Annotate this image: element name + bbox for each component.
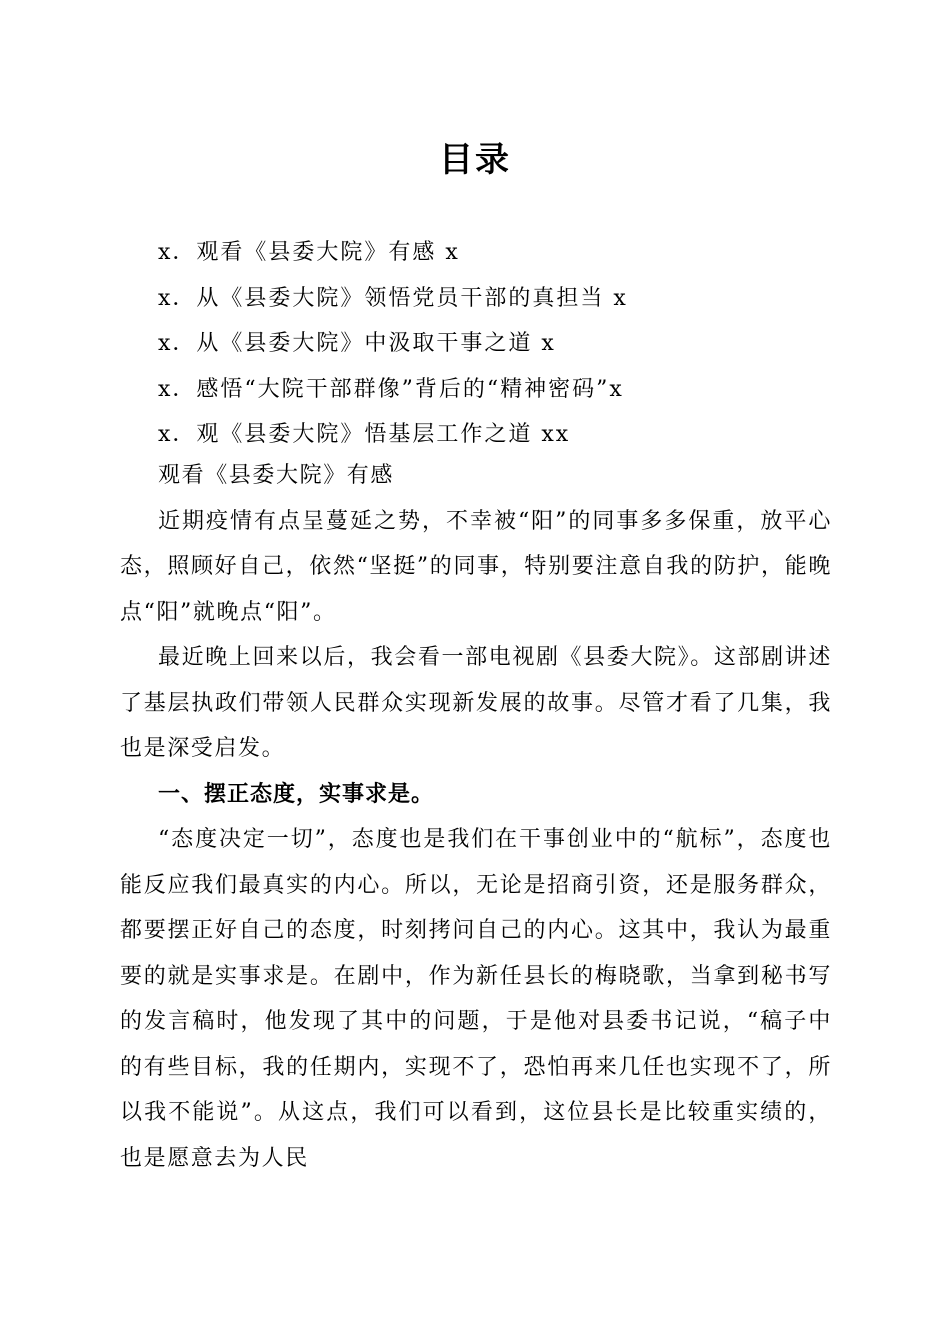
toc-item-3[interactable]: x．从《县委大院》中汲取干事之道 x xyxy=(158,331,556,356)
section-heading: 一、摆正态度，实事求是。 xyxy=(158,781,435,807)
section-paragraph-1: “态度决定一切”，态度也是我们在干事创业中的“航标”，态度也能反应我们最真实的内心。所以，无论是招商引资，还是服务群众，都要摆正好自己的态度，时刻拷问自己的内心。这其中，我认为最重要的就是实事求是。在剧中，作为新任县长的梅晓歌，当拿到秘书写的发言稿时，他发现了其中的问题，于是他对县委书记说，“稿子中的有些目标，我的任期内，实现不了，恐怕再来几任也实现不了，所以我不能说”。从这点，我们可以看到，这位县长是比较重实绩的，也是愿意去为人民 xyxy=(120,827,832,1171)
toc-item-1[interactable]: x．观看《县委大院》有感 x xyxy=(158,240,460,265)
article-title: 观看《县委大院》有感 xyxy=(158,463,395,488)
paragraph-1: 近期疫情有点呈蔓延之势，不幸被“阳”的同事多多保重，放平心态，照顾好自己，依然“坚挺”的同事，特别要注意自我的防护，能晚点“阳”就晚点“阳”。 xyxy=(120,508,832,625)
toc-item-2[interactable]: x．从《县委大院》领悟党员干部的真担当 x xyxy=(158,285,628,311)
page-title: 目录 xyxy=(439,140,511,180)
toc-item-4[interactable]: x．感悟“大院干部群像”背后的“精神密码”x xyxy=(158,376,624,402)
toc-item-5[interactable]: x．观《县委大院》悟基层工作之道 xx xyxy=(158,422,571,447)
table-of-contents xyxy=(158,230,858,458)
article-body xyxy=(120,453,832,1181)
paragraph-2: 最近晚上回来以后，我会看一部电视剧《县委大院》。这部剧讲述了基层执政们带领人民群众实现新发展的故事。尽管才看了几集，我也是深受启发。 xyxy=(120,645,832,761)
